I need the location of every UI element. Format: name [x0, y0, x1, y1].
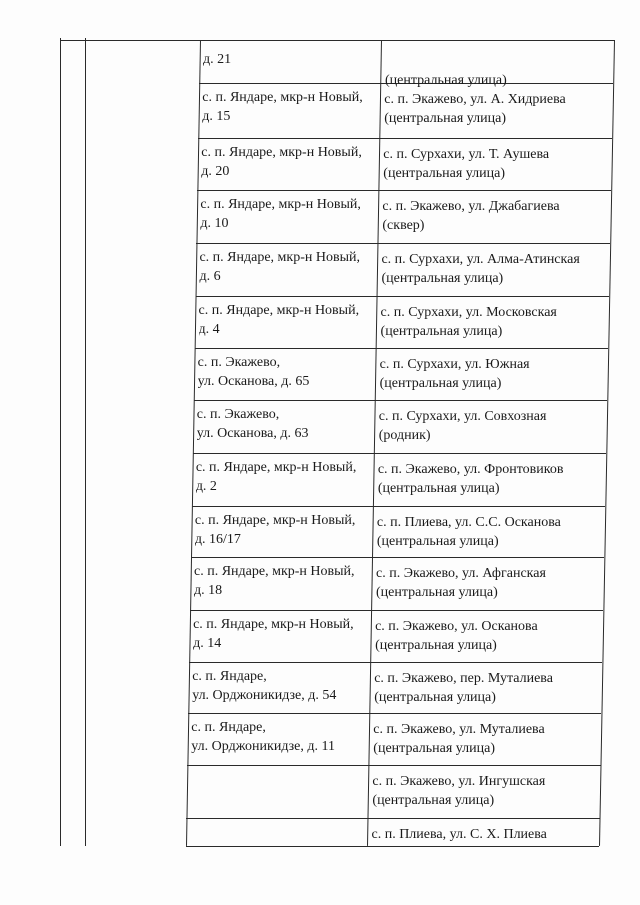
location-cell: [372, 772, 599, 810]
location-cell: [379, 407, 607, 445]
location-line: (центральная улица): [375, 638, 497, 653]
location-cell: [376, 564, 603, 602]
address-line: д. 10: [200, 216, 229, 231]
location-line: с. п. Экажево, ул. Ингушская: [372, 774, 546, 789]
row-rule: [195, 348, 609, 349]
row-rule: [186, 818, 599, 819]
location-cell: [383, 145, 611, 183]
address-line: д. 2: [195, 479, 217, 494]
address-cell: [189, 823, 366, 842]
row-rule: [193, 453, 606, 454]
location-cell: [374, 669, 601, 707]
location-line: (центральная улица): [373, 741, 496, 756]
address-line: [190, 770, 367, 789]
address-line: с. п. Яндаре, мкр-н Новый,: [200, 197, 361, 212]
location-cell: [380, 355, 608, 393]
row-rule: [197, 190, 611, 191]
address-cell: [191, 718, 368, 756]
row-rule: [187, 765, 600, 766]
location-line: с. п. Экажево, ул. А. Хидриева: [384, 92, 566, 107]
frame-line-inner: [85, 38, 86, 846]
location-line: с. п. Плиева, ул. С. Х. Плиева: [371, 827, 547, 842]
location-line: (сквер): [382, 218, 425, 233]
location-cell: [381, 303, 609, 341]
location-line: с. п. Сурхахи, ул. Московская: [380, 305, 557, 320]
address-line: ул. Орджоникидзе, д. 54: [192, 688, 337, 703]
location-line: (центральная улица): [381, 271, 504, 286]
location-line: с. п. Сурхахи, ул. Алма-Атинская: [381, 252, 580, 267]
address-line: д. 15: [202, 109, 231, 124]
row-rule: [192, 506, 605, 507]
location-line: (центральная улица): [374, 690, 496, 705]
address-line: д. 4: [198, 322, 220, 337]
location-cell: [384, 90, 612, 128]
row-rule: [186, 846, 599, 847]
address-line: д. 20: [201, 164, 230, 179]
location-line: с. п. Сурхахи, ул. Южная: [379, 357, 530, 372]
address-line: д. 18: [194, 583, 223, 598]
location-cell: [382, 197, 610, 235]
row-rule: [194, 400, 608, 401]
address-line: ул. Осканова, д. 63: [196, 426, 309, 441]
address-cell: [201, 143, 378, 181]
row-rule: [198, 138, 612, 139]
location-cell: [381, 250, 609, 288]
location-line: [385, 52, 613, 71]
address-line: с. п. Яндаре, мкр-н Новый,: [201, 145, 362, 160]
address-line: с. п. Яндаре, мкр-н Новый,: [202, 90, 363, 105]
address-line: с. п. Экажево,: [197, 355, 281, 370]
location-line: с. п. Сурхахи, ул. Т. Аушева: [383, 147, 550, 162]
address-line: с. п. Яндаре, мкр-н Новый,: [193, 617, 354, 632]
location-line: (центральная улица): [376, 585, 498, 600]
row-rule: [188, 713, 601, 714]
address-cell: [195, 511, 372, 549]
address-cell: [197, 405, 374, 443]
address-line: ул. Орджоникидзе, д. 11: [191, 739, 335, 754]
address-cell: [196, 458, 373, 496]
address-cell: [192, 667, 369, 705]
address-line: д. 21: [203, 52, 232, 67]
location-cell: [385, 52, 613, 90]
location-line: с. п. Экажево, ул. Осканова: [375, 619, 538, 634]
location-cell: [378, 460, 605, 498]
row-rule: [191, 557, 604, 558]
address-line: ул. Осканова, д. 65: [197, 374, 310, 389]
address-line: [189, 823, 366, 842]
location-line: (центральная улица): [384, 111, 506, 126]
location-line: с. п. Экажево, ул. Муталиева: [373, 722, 545, 737]
row-rule: [196, 243, 610, 244]
address-line: с. п. Экажево,: [196, 407, 280, 422]
location-line: (родник): [378, 428, 431, 443]
location-line: с. п. Экажево, ул. Джабагиева: [382, 199, 560, 214]
address-line: с. п. Яндаре, мкр-н Новый,: [199, 250, 360, 265]
location-line: (центральная улица): [383, 166, 506, 181]
location-cell: [371, 825, 598, 844]
row-rule: [189, 662, 602, 663]
location-line: (центральная улица): [376, 534, 499, 549]
location-line: (центральная улица): [372, 793, 495, 808]
address-line: д. 6: [199, 269, 221, 284]
address-cell: [198, 353, 375, 391]
address-cell: [190, 770, 367, 789]
frame-line-top: [60, 40, 614, 41]
address-line: с. п. Яндаре, мкр-н Новый,: [195, 460, 357, 475]
location-line: с. п. Плиева, ул. С.С. Осканова: [376, 515, 561, 530]
address-cell: [199, 301, 376, 339]
location-line: с. п. Сурхахи, ул. Совхозная: [378, 409, 547, 424]
location-cell: [373, 720, 600, 758]
location-line: с. п. Экажево, пер. Муталиева: [374, 671, 553, 686]
location-line: с. п. Экажево, ул. Фронтовиков: [377, 462, 564, 477]
location-line: с. п. Экажево, ул. Афганская: [376, 566, 546, 581]
address-line: д. 14: [193, 636, 222, 651]
address-cell: [199, 248, 376, 286]
address-cell: [194, 562, 371, 600]
address-line: с. п. Яндаре, мкр-н Новый,: [198, 303, 360, 318]
location-line: (центральная улица): [377, 481, 500, 496]
address-line: д. 16/17: [194, 532, 241, 547]
address-cell: [203, 50, 380, 69]
location-line: (центральная улица): [379, 376, 502, 391]
address-cell: [193, 615, 370, 653]
address-line: с. п. Яндаре, мкр-н Новый,: [194, 513, 356, 528]
location-cell: [375, 617, 602, 655]
address-cell: [200, 195, 377, 233]
location-line: (центральная улица): [380, 324, 503, 339]
location-cell: [377, 513, 604, 551]
address-line: с. п. Яндаре,: [191, 720, 266, 735]
row-rule: [190, 610, 603, 611]
frame-line-left: [60, 38, 61, 846]
location-line: (центральная улица): [385, 73, 507, 88]
address-line: с. п. Яндаре, мкр-н Новый,: [194, 564, 355, 579]
address-cell: [202, 88, 379, 126]
row-rule: [196, 296, 610, 297]
address-line: с. п. Яндаре,: [192, 669, 267, 684]
